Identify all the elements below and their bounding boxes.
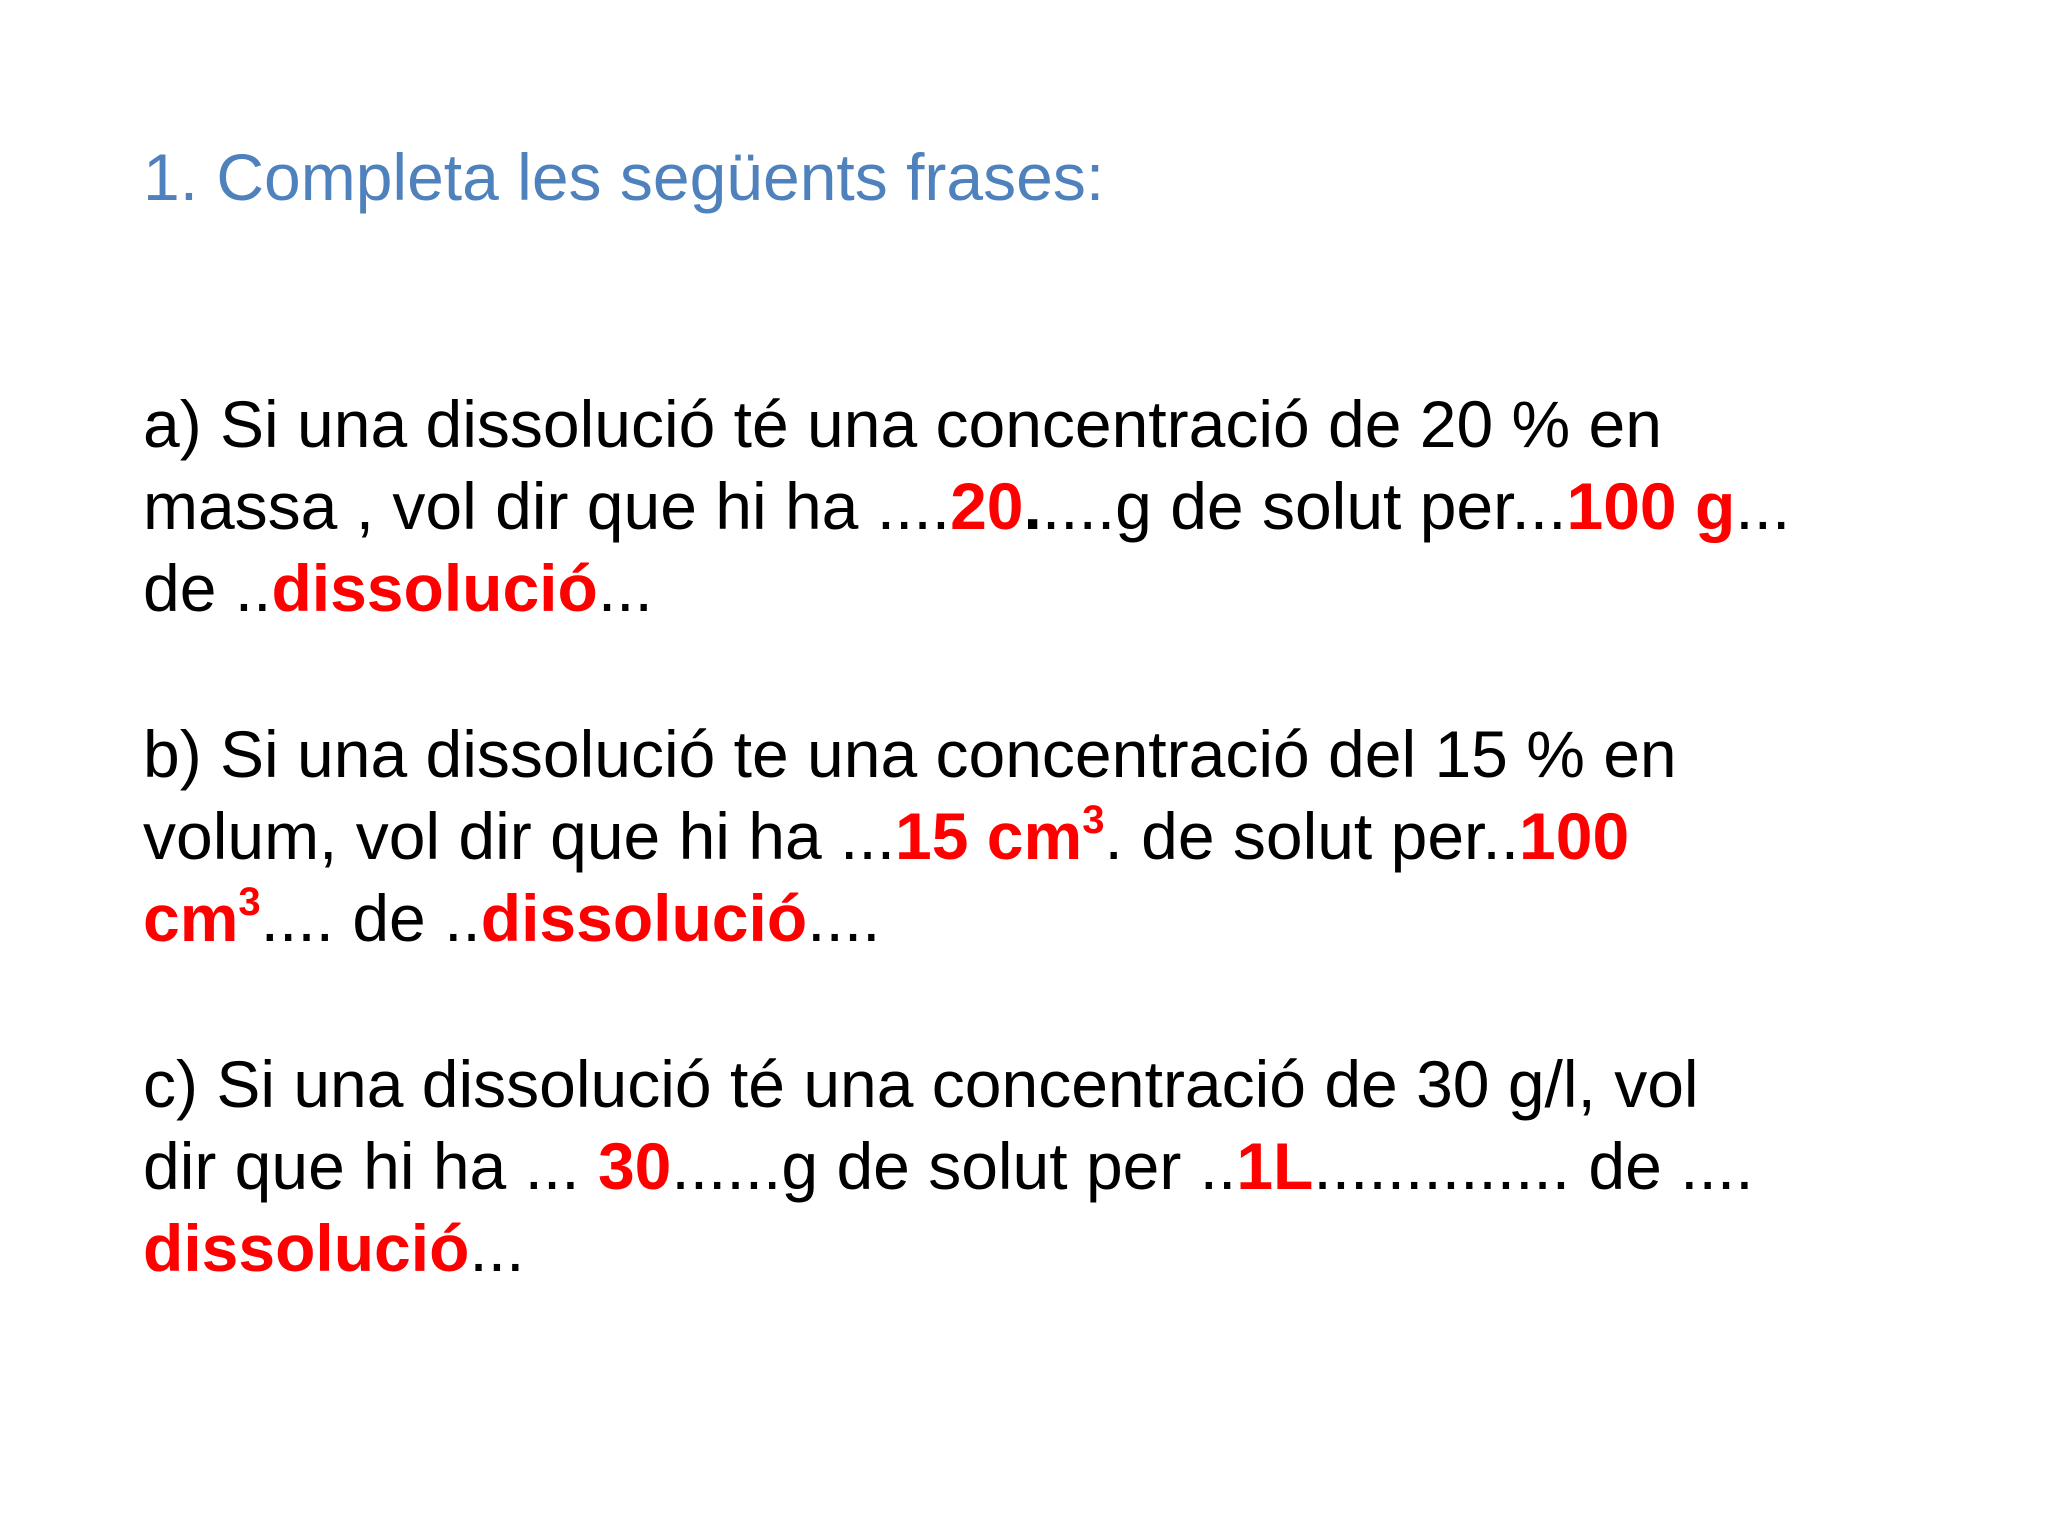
sentence-b-text: b) Si una dissolució te una concentració del 15 % en [143,717,1677,791]
sentence-c-text: ... [469,1211,525,1285]
sentence-b-text: .... [807,881,881,955]
sentence-a-line-1 [143,383,1790,465]
sentence-c-text: c) Si una dissolució té una concentració de 30 g/l, vol [143,1047,1699,1121]
answer-b-1 [895,799,1104,873]
sentence-b-text: .... de .. [260,881,481,955]
sentence-b [143,713,1677,959]
sentence-b-line-3 [143,877,1677,959]
sentence-a-text: ....g de solut per... [1041,469,1567,543]
sentence-a-line-2 [143,465,1790,547]
sentence-b-text: . de solut per.. [1104,799,1520,873]
slide-title: 1. Completa les següents frases: [143,140,1105,214]
sentence-c-line-2 [143,1125,1754,1207]
sentence-b-text: volum, vol dir que hi ha ... [143,799,896,873]
sentence-a-text: de .. [143,551,272,625]
answer-a-1: 20 [950,469,1024,543]
answer-c-3: dissolució [143,1211,470,1285]
sentence-c [143,1043,1754,1289]
answer-b-2-superscript: 3 [238,880,261,924]
sentence-a-text: a) Si una dissolució té una concentració de 20 % en [143,387,1662,461]
sentence-a-text: . [1023,469,1042,543]
sentence-c-line-1 [143,1043,1754,1125]
sentence-c-line-3 [143,1207,1754,1289]
sentence-c-text: dir que hi ha ... [143,1129,598,1203]
answer-c-2: 1L [1236,1129,1314,1203]
answer-b-3: dissolució [480,881,808,955]
sentence-a-text: ... [597,551,653,625]
sentence-c-text: .............. de .... [1313,1129,1754,1203]
sentence-a [143,383,1790,629]
answer-b-2-unit [143,881,261,955]
sentence-c-text: ......g de solut per .. [671,1129,1237,1203]
answer-b-1-text: 15 cm [895,799,1083,873]
answer-a-3: dissolució [271,551,598,625]
answer-b-2: 100 [1519,799,1630,873]
answer-b-2-unit-text: cm [143,881,239,955]
answer-a-2: 100 g [1566,469,1736,543]
sentence-a-text: massa , vol dir que hi ha .... [143,469,951,543]
sentence-a-text: ... [1735,469,1791,543]
sentence-b-line-2 [143,795,1677,877]
sentence-b-line-1 [143,713,1677,795]
answer-b-1-superscript: 3 [1082,798,1105,842]
answer-c-1: 30 [597,1129,672,1203]
sentence-a-line-3 [143,547,1790,629]
